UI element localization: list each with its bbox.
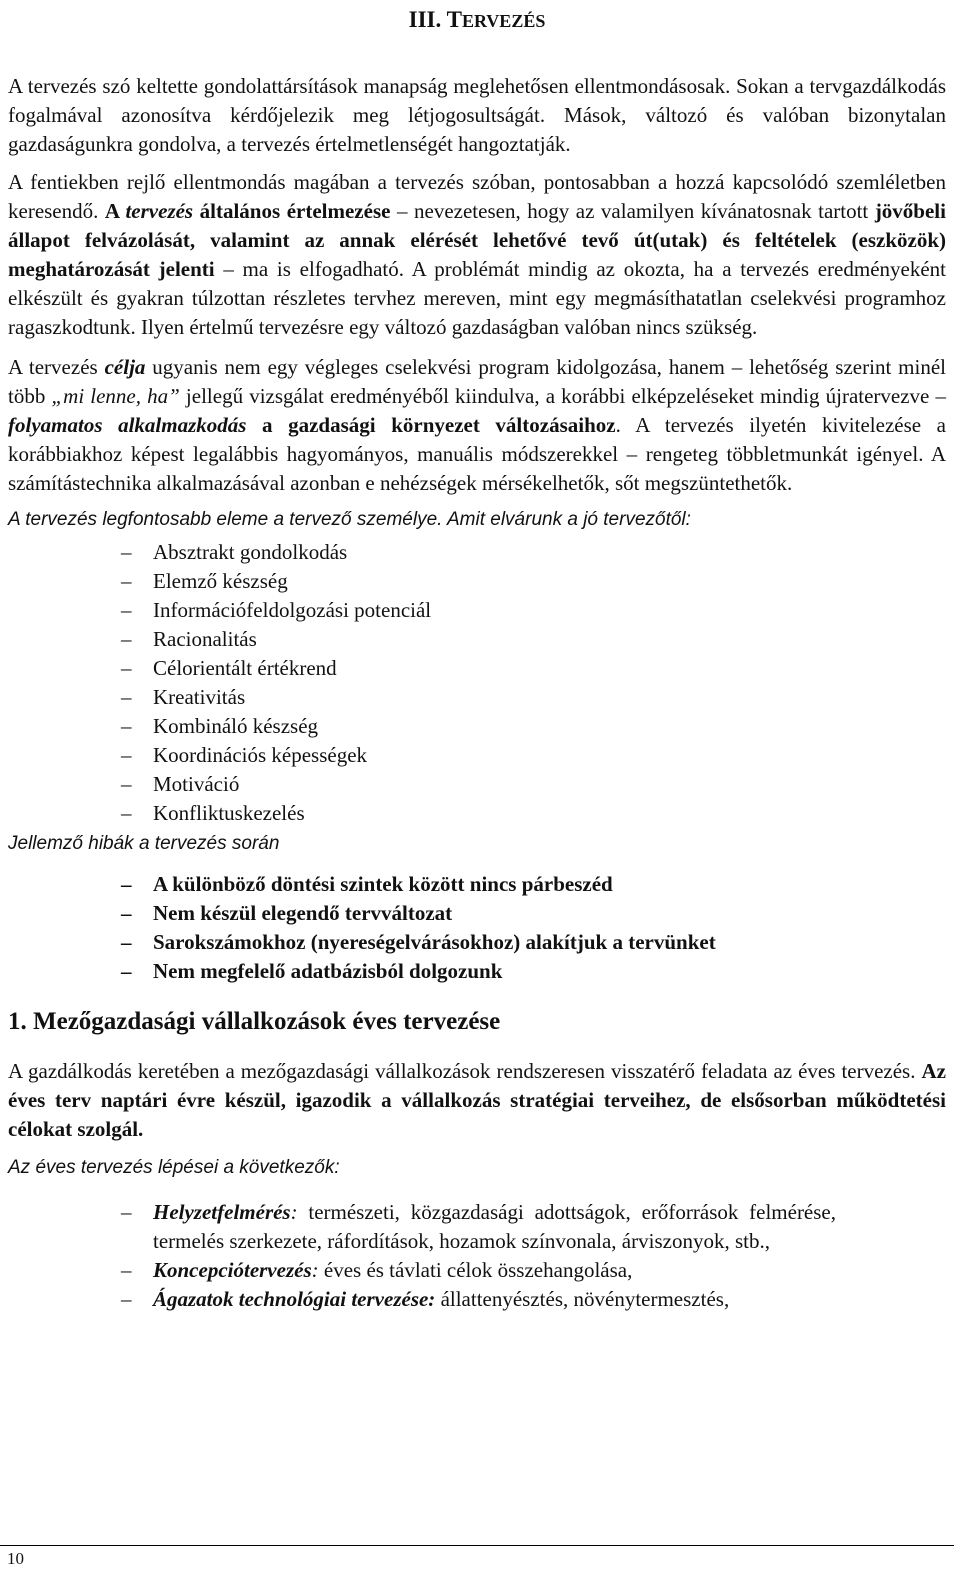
errors-list [8, 870, 946, 986]
quality-text: Kombináló készség [153, 714, 319, 738]
list-item [8, 1256, 946, 1285]
dash-bullet: – [121, 801, 132, 825]
list-item [8, 625, 946, 654]
list-item [8, 870, 946, 899]
contradiction-paragraph [8, 168, 946, 342]
intro-text: A tervezés szó keltette gondolattársítások manapság meglehetősen ellentmondásosak. Sokan a tervgazdálkodás fogalmával azonosítva kérdőjelezik meg létjogosultságát. Mások, változó és valóban bizonytalan gazdaságunkra gondolva, a tervezés értelmetlenségét hangoztatják. [8, 74, 946, 156]
list-item [8, 654, 946, 683]
list-item [8, 899, 946, 928]
footer-rule [0, 1545, 954, 1546]
para3-bold-italic-adaptation: folyamatos alkalmazkodás [8, 413, 247, 437]
para2-text-1: A fentiekben rejlő ellentmondás magában a tervezés szóban, pontosabban a hozzá kapcsolódó szemléletben keresendő. [8, 170, 946, 223]
dash-bullet: – [121, 743, 132, 767]
dash-bullet: – [121, 627, 132, 651]
dash-bullet: – [121, 569, 132, 593]
error-text: Nem megfelelő adatbázisból dolgozunk [153, 959, 503, 983]
para2-bold-2: általános értelmezése [193, 199, 391, 223]
section1-text: A gazdálkodás keretében a mezőgazdasági vállalkozások rendszeresen visszatérő feladata az éves tervezés. [8, 1059, 922, 1083]
para2-bold-1: A [104, 199, 126, 223]
list-item [8, 770, 946, 799]
goal-paragraph [8, 353, 946, 498]
dash-bullet: – [121, 901, 132, 925]
section1-bold: Az éves terv naptári évre készül, igazodik a vállalkozás stratégiai terveihez, de elsősorban működtetési célokat szolgál. [8, 1059, 946, 1141]
chapter-number: III. [408, 7, 442, 32]
list-item [8, 741, 946, 770]
list-item [8, 596, 946, 625]
dash-bullet: – [121, 598, 132, 622]
errors-heading: Jellemző hibák a tervezés során [8, 833, 280, 854]
step-text: természeti, közgazdasági adottságok, erőforrások felmérése, termelés szerkezete, ráfordítások, hozamok színvonala, árviszonyok, stb., [153, 1200, 836, 1253]
para3-text-2: ugyanis nem egy végleges cselekvési program kidolgozása, hanem – lehetőség szerint minél több [8, 355, 946, 408]
planner-heading: A tervezés legfontosabb eleme a tervező személye. Amit elvárunk a jó tervezőtől: [8, 509, 691, 530]
section-heading: 1. Mezőgazdasági vállalkozások éves tervezése [8, 1008, 501, 1035]
para3-italic-whatif: „mi lenne, ha” [51, 384, 180, 408]
quality-text: Információfeldolgozási potenciál [153, 598, 432, 622]
list-item [8, 957, 946, 986]
list-item [8, 1285, 946, 1314]
step-term: Helyzetfelmérés [153, 1200, 291, 1224]
para2-text-3: – ma is elfogadható. A problémát mindig az okozta, ha a tervezés eredményeként elkészült és gyakran túlzottan részletes tervhez mereven, mint egy megmásíthatatlan cselekvési programhoz ragaszkodtunk. Ilyen értelmű tervezésre egy változó gazdaságban valóban nincs szükség. [8, 257, 946, 339]
intro-paragraph [8, 72, 946, 159]
list-item [8, 928, 946, 957]
quality-text: Kreativitás [153, 685, 246, 709]
quality-text: Motiváció [153, 772, 240, 796]
dash-bullet: – [121, 656, 132, 680]
chapter-title-initial: T [446, 7, 462, 32]
chapter-title [8, 4, 946, 44]
para3-text-1: A tervezés [8, 355, 105, 379]
document-page [8, 0, 946, 1314]
annual-planning-paragraph [8, 1057, 946, 1144]
dash-bullet: – [121, 772, 132, 796]
step-text: állattenyésztés, növénytermesztés, [435, 1287, 730, 1311]
dash-bullet: – [121, 1287, 132, 1311]
quality-text: Koordinációs képességek [153, 743, 368, 767]
quality-text: Absztrakt gondolkodás [153, 540, 348, 564]
step-colon: : [290, 1200, 298, 1224]
error-text: A különböző döntési szintek között nincs párbeszéd [153, 872, 613, 896]
dash-bullet: – [121, 930, 132, 954]
qualities-list [8, 538, 946, 828]
quality-text: Elemző készség [153, 569, 288, 593]
list-item [8, 1198, 946, 1256]
dash-bullet: – [121, 959, 132, 983]
para3-text-3: jellegű vizsgálat eredményéből kiindulva, a korábbi elképzeléseket mindig újratervezve – [179, 384, 946, 408]
steps-heading: Az éves tervezés lépései a következők: [8, 1157, 340, 1178]
dash-bullet: – [121, 1200, 132, 1224]
quality-text: Célorientált értékrend [153, 656, 337, 680]
error-text: Nem készül elegendő tervváltozat [153, 901, 453, 925]
para3-text-4: . A tervezés ilyetén kivitelezése a korábbiakhoz képest legalábbis hagyományos, manuális módszerekkel – rengeteg többletmunkát igényel. A számítástechnika alkalmazásával azonban e nehézségek mérsékelhetők, sőt megszüntethetők. [8, 413, 947, 495]
para3-bold-env: a gazdasági környezet változásaihoz [246, 413, 616, 437]
step-term: Ágazatok technológiai tervezése: [153, 1287, 436, 1311]
list-item [8, 712, 946, 741]
dash-bullet: – [121, 540, 132, 564]
dash-bullet: – [121, 872, 132, 896]
quality-text: Konfliktuskezelés [153, 801, 305, 825]
quality-text: Racionalitás [153, 627, 257, 651]
list-item [8, 538, 946, 567]
list-item [8, 683, 946, 712]
step-term: Koncepciótervezés [153, 1258, 312, 1282]
steps-list [8, 1198, 946, 1314]
error-text: Sarokszámokhoz (nyereségelvárásokhoz) alakítjuk a tervünket [153, 930, 716, 954]
step-colon: : [311, 1258, 319, 1282]
dash-bullet: – [121, 1258, 132, 1282]
list-item [8, 799, 946, 828]
dash-bullet: – [121, 685, 132, 709]
para2-text-2: – nevezetesen, hogy az valamilyen kívánatosnak tartott [390, 199, 875, 223]
para2-bold-italic: tervezés [125, 199, 194, 223]
chapter-title-rest: ERVEZÉS [461, 11, 546, 31]
list-item [8, 567, 946, 596]
para3-bold-italic-goal: célja [104, 355, 146, 379]
para2-bold-definition: jövőbeli állapot felvázolását, valamint az annak elérését lehetővé tevő út(utak) és feltételek (eszközök) meghatározását jelenti [8, 199, 946, 281]
dash-bullet: – [121, 714, 132, 738]
step-text: éves és távlati célok összehangolása, [318, 1258, 633, 1282]
page-number: 10 [7, 1549, 24, 1568]
